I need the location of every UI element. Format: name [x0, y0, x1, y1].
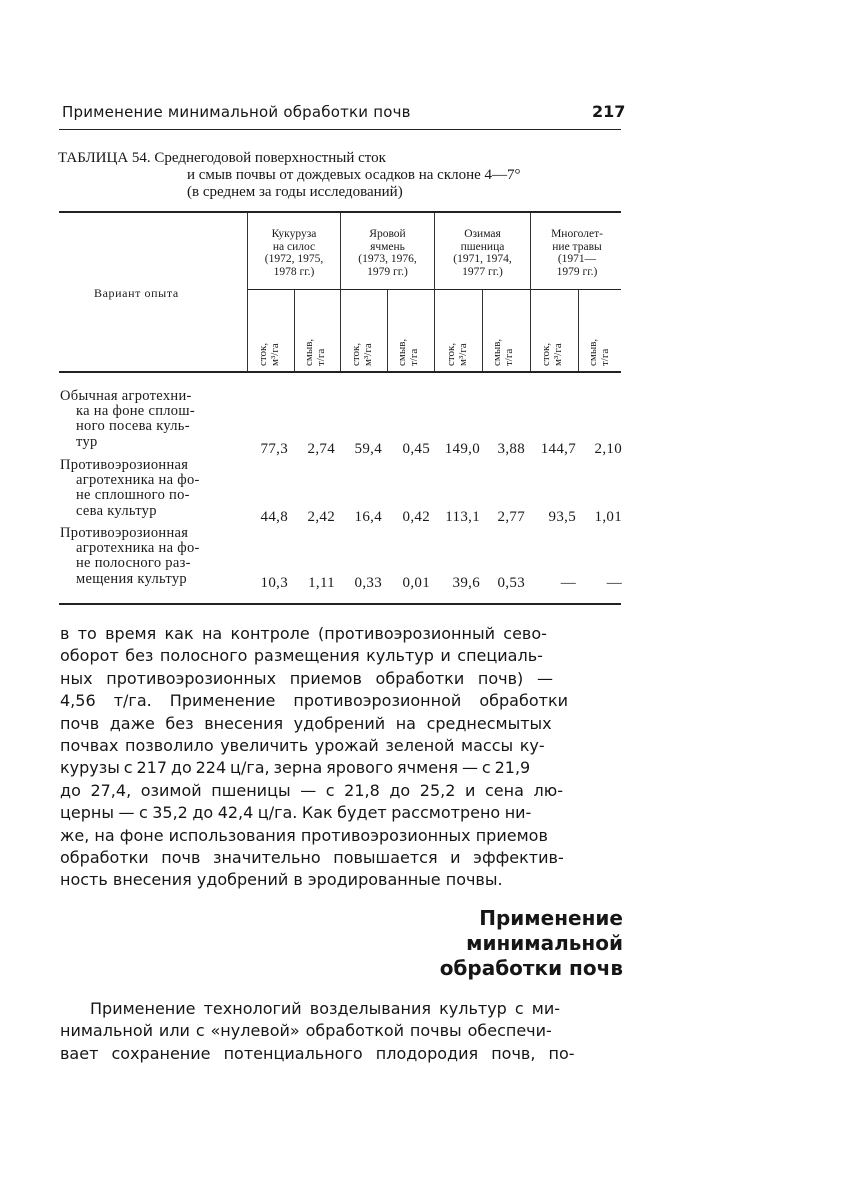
- subheader-runoff: [257, 343, 281, 366]
- table-cell: 39,6: [452, 575, 480, 591]
- table-column-divider: [482, 290, 483, 371]
- text-line: ных противоэрозионных приемов обработки почв) —: [60, 668, 553, 688]
- text-line: обработки почв значительно повышается и эффектив-: [60, 848, 564, 868]
- table-cell: 0,01: [402, 575, 430, 591]
- body-paragraph: [60, 623, 568, 892]
- subheader-washout: [587, 339, 611, 366]
- table-cell: 44,8: [260, 509, 288, 525]
- subheader-washout: [396, 339, 420, 366]
- crop-header-line: ние травы: [552, 240, 602, 253]
- table-cell: 10,3: [260, 575, 288, 591]
- subheader-runoff: [540, 343, 564, 366]
- subheader-line: м³/га: [269, 343, 281, 366]
- table-cell: —: [560, 575, 576, 591]
- crop-header-grasses: [531, 228, 623, 278]
- text-line: Применение технологий возделывания культур с ми-: [90, 999, 561, 1018]
- crop-header-line: 1979 гг.): [367, 265, 408, 278]
- table-cell: 0,33: [354, 575, 382, 591]
- text-line: ность внесения удобрений в эродированные почвы.: [60, 870, 503, 890]
- table-cell: 16,4: [354, 509, 382, 525]
- table-cell: 144,7: [540, 441, 576, 457]
- subheader-line: сток,: [350, 342, 362, 366]
- crop-header-line: 1977 гг.): [462, 265, 503, 278]
- row-label-line: сева культур: [76, 502, 157, 519]
- text-line: в то время как на контроле (противоэрозионный сево-: [60, 624, 547, 643]
- table-column-divider: [294, 290, 295, 371]
- text-line: церны — с 35,2 до 42,4 ц/га. Как будет рассмотрено ни-: [60, 803, 532, 823]
- subheader-line: смыв,: [303, 338, 315, 366]
- text-line: нимальной или с «нулевой» обработкой почвы обеспечи-: [60, 1021, 552, 1041]
- header-rule: [59, 129, 621, 130]
- table-bottom-rule: [59, 603, 621, 605]
- crop-header-line: на силос: [272, 240, 316, 253]
- text-line: почв даже без внесения удобрений на среднесмытых: [60, 713, 552, 733]
- text-line: курузы с 217 до 224 ц/га, зерна ярового ячменя — с 21,9: [60, 758, 531, 778]
- subheader-line: т/га: [408, 348, 420, 366]
- table-cell: 1,11: [308, 575, 335, 591]
- table-cell: —: [606, 575, 622, 591]
- table-caption-line: ТАБЛИЦА 54. Среднегодовой поверхностный сток: [58, 150, 386, 166]
- crop-header-line: (1971—: [557, 253, 597, 265]
- table-cell: 0,45: [402, 441, 430, 457]
- subheader-line: смыв,: [587, 338, 599, 366]
- text-line: до 27,4, озимой пшеницы — с 21,8 до 25,2 и сена лю-: [60, 780, 563, 800]
- heading-line: обработки почв: [439, 956, 623, 980]
- crop-header-line: Кукуруза: [271, 228, 317, 240]
- table-cell: 2,42: [307, 509, 335, 525]
- table-cell: 1,01: [594, 509, 622, 525]
- table-cell: 77,3: [260, 441, 288, 457]
- table-column-divider: [387, 290, 388, 371]
- row-label-line: ка на фоне сплош-: [76, 403, 195, 420]
- table-row-label: [60, 526, 200, 587]
- table-cell: 149,0: [444, 441, 480, 457]
- crop-header-line: Яровой: [369, 228, 406, 240]
- subheader-line: м³/га: [362, 343, 374, 366]
- row-label-line: тур: [76, 433, 98, 450]
- row-label-line: Противоэрозионная: [60, 525, 189, 541]
- subheader-runoff: [350, 343, 374, 366]
- crop-header-line: (1971, 1974,: [453, 253, 512, 265]
- table-cell: 0,42: [402, 509, 430, 525]
- subheader-line: сток,: [257, 342, 269, 366]
- subheader-line: т/га: [503, 348, 515, 366]
- subheader-line: т/га: [315, 348, 327, 366]
- row-label-line: Противоэрозионная: [60, 457, 189, 473]
- table-cell: 2,10: [594, 441, 622, 457]
- table-caption-line: (в среднем за годы исследований): [187, 184, 403, 200]
- table-header-bottom-rule: [59, 371, 621, 373]
- subheader-washout: [491, 339, 515, 366]
- running-header-title: Применение минимальной обработки почв: [62, 103, 411, 121]
- subheader-line: м³/га: [457, 343, 469, 366]
- crop-header-corn: [248, 228, 340, 278]
- text-line: вает сохранение потенциального плодородия почв, по-: [60, 1043, 575, 1063]
- section-heading: [440, 906, 623, 981]
- crop-header-line: пшеница: [460, 240, 505, 253]
- table-cell: 93,5: [548, 509, 576, 525]
- crop-header-line: Многолет-: [551, 228, 603, 240]
- crop-header-line: 1978 гг.): [273, 265, 315, 278]
- table-cell: 113,1: [445, 509, 480, 525]
- table-caption-line: и смыв почвы от дождевых осадков на склоне 4—7°: [187, 167, 521, 183]
- text-line: почвах позволило увеличить урожай зеленой массы ку-: [60, 736, 545, 756]
- row-label-line: мещения культур: [76, 570, 187, 587]
- row-label-line: агротехника на фо-: [76, 472, 200, 489]
- table-cell: 0,53: [497, 575, 525, 591]
- table-cell: 2,74: [307, 441, 335, 457]
- subheader-washout: [303, 339, 327, 366]
- row-label-line: ного посева куль-: [76, 418, 190, 435]
- table-stub-header: Вариант опыта: [94, 286, 179, 300]
- table-row-label: [60, 458, 200, 519]
- subheader-runoff: [445, 343, 469, 366]
- heading-line: минимальной: [466, 931, 623, 955]
- table-column-divider: [578, 290, 579, 371]
- crop-header-line: Озимая: [464, 228, 501, 240]
- subheader-line: сток,: [445, 342, 457, 366]
- table-row-label: [60, 389, 195, 450]
- row-label-line: агротехника на фо-: [76, 540, 200, 557]
- crop-header-wheat: [435, 228, 530, 278]
- subheader-line: смыв,: [396, 338, 408, 366]
- crop-header-barley: [341, 228, 434, 278]
- crop-header-line: 1979 гг.): [556, 265, 598, 278]
- subheader-line: смыв,: [491, 338, 503, 366]
- row-label-line: не сплошного по-: [76, 487, 190, 504]
- row-label-line: не полосного раз-: [76, 555, 191, 572]
- crop-header-line: (1973, 1976,: [358, 253, 417, 265]
- subheader-line: м³/га: [552, 343, 564, 366]
- heading-line: Применение: [479, 906, 623, 930]
- subheader-line: сток,: [540, 342, 552, 366]
- subheader-line: т/га: [599, 348, 611, 366]
- table-cell: 2,77: [497, 509, 525, 525]
- table-cell: 3,88: [497, 441, 525, 457]
- text-line: 4,56 т/га. Применение противоэрозионной обработки: [60, 691, 569, 711]
- row-label-line: Обычная агротехни-: [60, 388, 192, 404]
- body-paragraph: [60, 998, 575, 1065]
- text-line: же, на фоне использования противоэрозионных приемов: [60, 825, 548, 845]
- page-number: 217: [592, 102, 626, 121]
- crop-header-line: ячмень: [370, 240, 405, 253]
- table-cell: 59,4: [354, 441, 382, 457]
- text-line: оборот без полосного размещения культур и специаль-: [60, 646, 543, 666]
- crop-header-line: (1972, 1975,: [264, 253, 324, 265]
